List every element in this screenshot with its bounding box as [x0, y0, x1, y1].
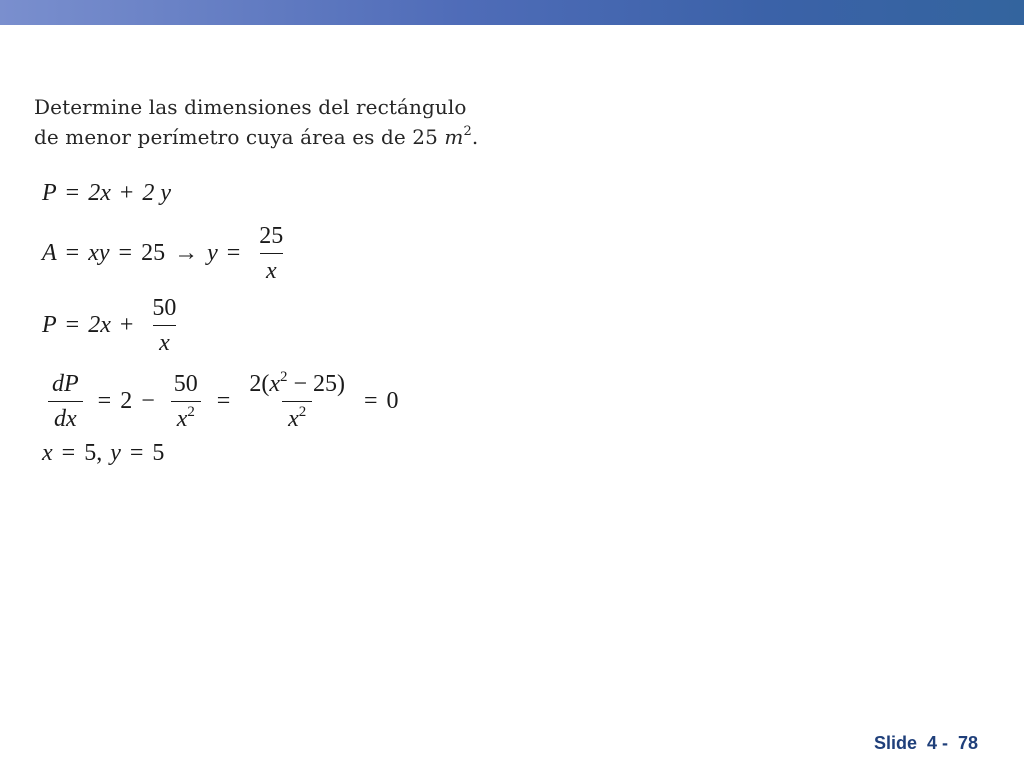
derivative-fraction [46, 370, 85, 433]
eq4-f2-den-base: x [176, 406, 188, 432]
eq2-lhs: A [42, 240, 57, 266]
equation-perimeter [42, 180, 171, 207]
eq1-lhs: P [42, 180, 57, 206]
derivative-denominator: dx [48, 401, 83, 433]
eq2-y: y [207, 240, 218, 266]
slide-number: Slide 4 - 78 [873, 733, 978, 753]
eq4-equals: = [97, 388, 112, 414]
eq5-x: x [42, 440, 53, 466]
eq3-numerator: 50 [152, 295, 177, 321]
eq3-denominator: x [153, 325, 176, 357]
eq1-term2: 2 y [142, 180, 172, 206]
eq4-zero: 0 [386, 388, 399, 414]
eq3-term1: 2x [88, 312, 111, 338]
eq2-xy: xy [88, 240, 110, 266]
eq5-equals-2: = [129, 440, 144, 466]
eq3-plus: + [119, 312, 134, 338]
eq3-fraction [146, 294, 182, 357]
unit-m: m [444, 125, 464, 149]
eq2-fraction [253, 222, 289, 285]
equation-area [42, 222, 293, 285]
eq4-f3-denominator [282, 401, 312, 433]
eq1-equals: = [65, 180, 80, 206]
eq2-equals-2: = [118, 240, 133, 266]
eq2-equals: = [65, 240, 80, 266]
eq4-f3-numerator [243, 370, 351, 401]
header-band [0, 0, 1024, 25]
eq4-fraction-2 [168, 370, 204, 433]
problem-line-1: Determine las dimensiones del rectángulo [34, 95, 467, 119]
equation-derivative [42, 370, 399, 433]
eq5-xval: 5, [84, 440, 103, 466]
eq3-equals: = [65, 312, 80, 338]
eq2-denominator: x [260, 253, 283, 285]
eq4-equals-3: = [364, 388, 378, 414]
eq4-f3-num-post: − 25) [287, 371, 345, 397]
eq5-y: y [110, 440, 121, 466]
problem-period: . [471, 125, 479, 149]
equation-solution [42, 440, 164, 467]
eq2-numerator: 25 [259, 223, 284, 249]
eq4-f3-num-x: x [269, 371, 280, 397]
eq4-minus: − [141, 388, 155, 414]
eq5-equals: = [61, 440, 76, 466]
eq4-f2-den-exp: 2 [187, 404, 195, 420]
derivative-numerator: dP [52, 371, 79, 397]
problem-line-2-text: de menor perímetro cuya área es de 25 [34, 125, 445, 149]
eq2-value: 25 [141, 240, 166, 266]
eq4-f3-den-exp: 2 [298, 404, 307, 420]
eq1-plus: + [119, 180, 134, 206]
eq1-term1: 2x [88, 180, 111, 206]
eq4-f2-denominator [171, 401, 201, 433]
arrow-icon: → [174, 240, 199, 266]
eq4-f3-num-exp: 2 [279, 369, 288, 385]
eq4-f2-numerator: 50 [173, 371, 198, 397]
eq4-f3-den-base: x [288, 406, 299, 432]
eq4-f3-num-pre: 2( [249, 371, 270, 397]
eq5-yval: 5 [152, 440, 165, 466]
problem-statement [34, 92, 478, 152]
eq4-fraction-3 [243, 370, 351, 433]
eq3-lhs: P [42, 312, 57, 338]
unit-exponent: 2 [463, 124, 472, 139]
eq2-equals-3: = [226, 240, 241, 266]
eq4-equals-2: = [216, 388, 231, 414]
eq4-two: 2 [120, 388, 133, 414]
problem-line-2 [34, 122, 478, 152]
equation-perimeter-substituted [42, 294, 186, 357]
